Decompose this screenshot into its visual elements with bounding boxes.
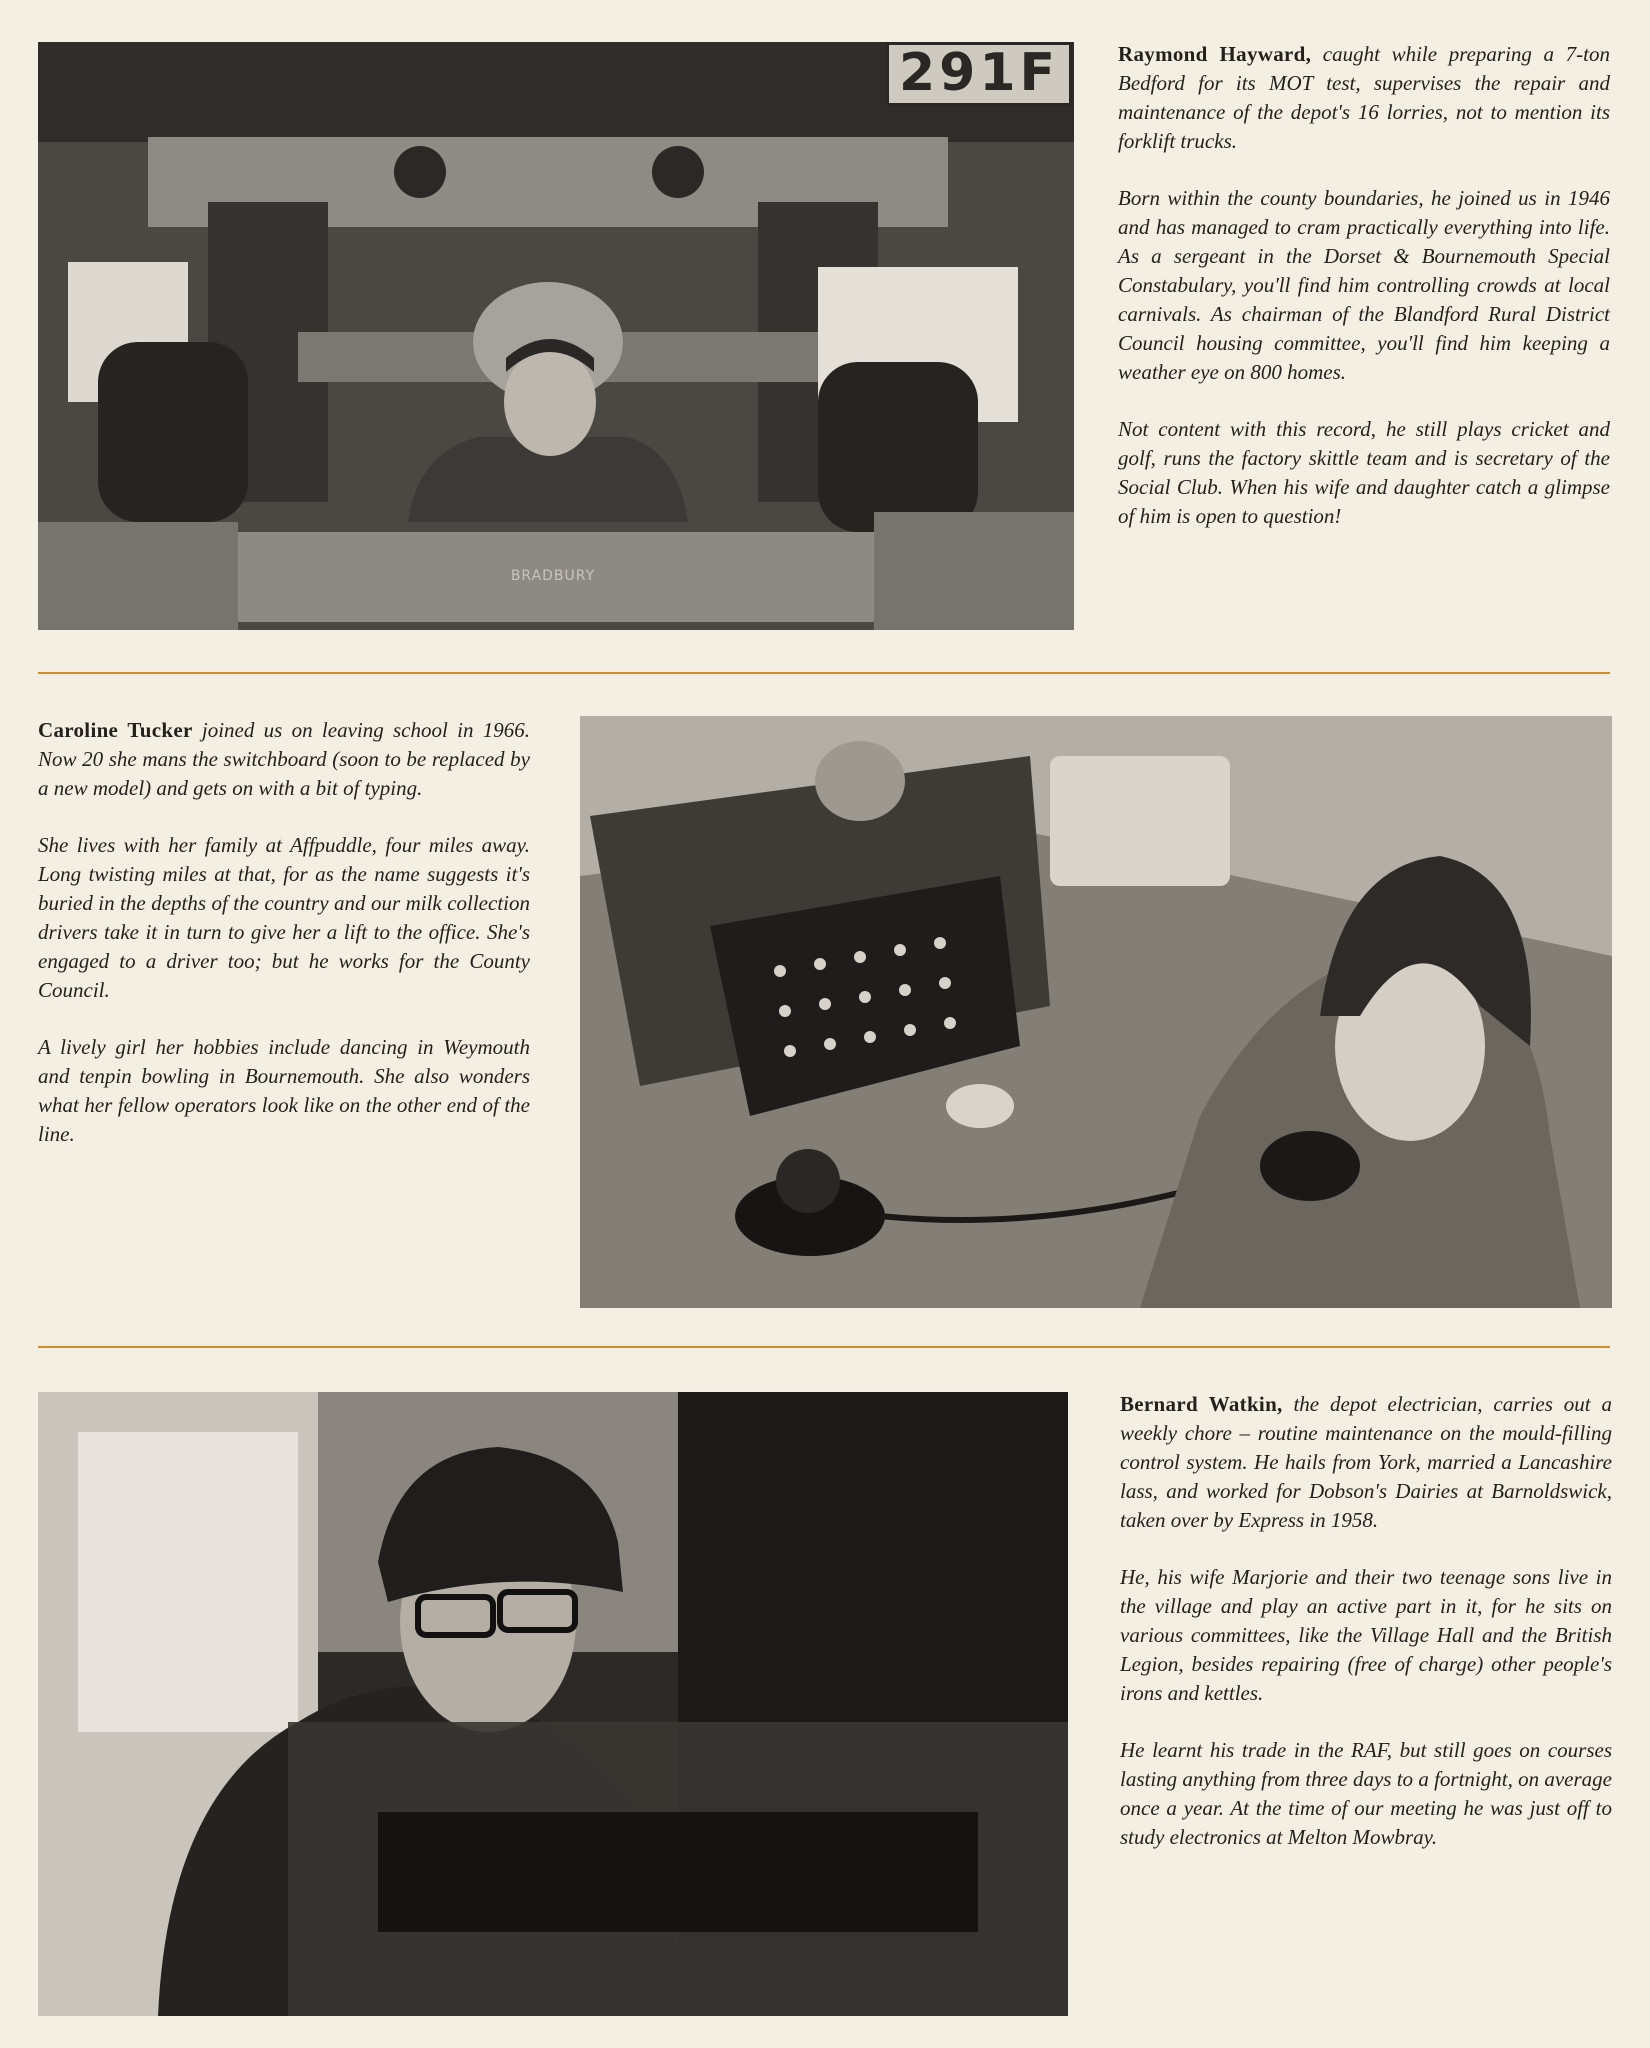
photo-raymond-hayward — [38, 42, 1074, 630]
paragraph — [1118, 40, 1610, 156]
person-name: Raymond Hayward, — [1118, 42, 1312, 66]
license-plate: 291F — [886, 42, 1072, 106]
paragraph: He learnt his trade in the RAF, but still goes on courses lasting anything from three days to a fortnight, on average once a year. At the time of our meeting he was just off to study electronics at Melton Mowbray. — [1120, 1738, 1612, 1849]
raymond-hayward-text — [1118, 40, 1610, 559]
section-divider — [38, 672, 1610, 674]
paragraph — [38, 716, 530, 803]
paragraph: She lives with her family at Affpuddle, four miles away. Long twisting miles at that, for as the name suggests it's buried in the depths of the country and our milk collection drivers take it in turn to give her a lift to the office. She's engaged to a driver too; but he works for the County Council. — [38, 833, 530, 1002]
bernard-watkin-text — [1120, 1390, 1612, 1880]
paragraph-text: joined us on leaving school in 1966. Now 20 she mans the switchboard (soon to be replaced by a new model) and gets on with a bit of typing. — [38, 718, 531, 800]
person-name: Bernard Watkin, — [1120, 1392, 1283, 1416]
ramp-brand-plate: BRADBURY — [510, 568, 596, 584]
paragraph: A lively girl her hobbies include dancing in Weymouth and tenpin bowling in Bournemouth. She also wonders what her fellow operators look like on the other end of the line. — [38, 1035, 530, 1146]
section-divider — [38, 1346, 1610, 1348]
caroline-tucker-text — [38, 716, 530, 1177]
photo-caroline-tucker — [580, 716, 1612, 1308]
paragraph: Not content with this record, he still plays cricket and golf, runs the factory skittle team and is secretary of the Social Club. When his wife and daughter catch a glimpse of him is open to question! — [1118, 417, 1610, 528]
paragraph: Born within the county boundaries, he joined us in 1946 and has managed to cram practically everything into life. As a sergeant in the Dorset & Bournemouth Special Constabulary, you'll find him controlling crowds at local carnivals. As chairman of the Blandford Rural District Council housing committee, you'll find him keeping a weather eye on 800 homes. — [1118, 186, 1610, 384]
paragraph — [1120, 1390, 1612, 1535]
paragraph: He, his wife Marjorie and their two teenage sons live in the village and play an active part in it, for he sits on various committees, like the Village Hall and the British Legion, besides repairing (free of charge) other people's irons and kettles. — [1120, 1565, 1612, 1705]
paragraph-text: the depot electrician, carries out a weekly chore – routine maintenance on the mould-filling control system. He hails from York, married a Lancashire lass, and worked for Dobson's Dairies at Barnoldswick, taken over by Express in 1958. — [1120, 1392, 1612, 1532]
photo-bernard-watkin — [38, 1392, 1068, 2016]
person-name: Caroline Tucker — [38, 718, 193, 742]
paragraph-text: caught while preparing a 7-ton Bedford for its MOT test, supervises the repair and maintenance of the depot's 16 lorries, not to mention its forklift trucks. — [1118, 42, 1610, 153]
